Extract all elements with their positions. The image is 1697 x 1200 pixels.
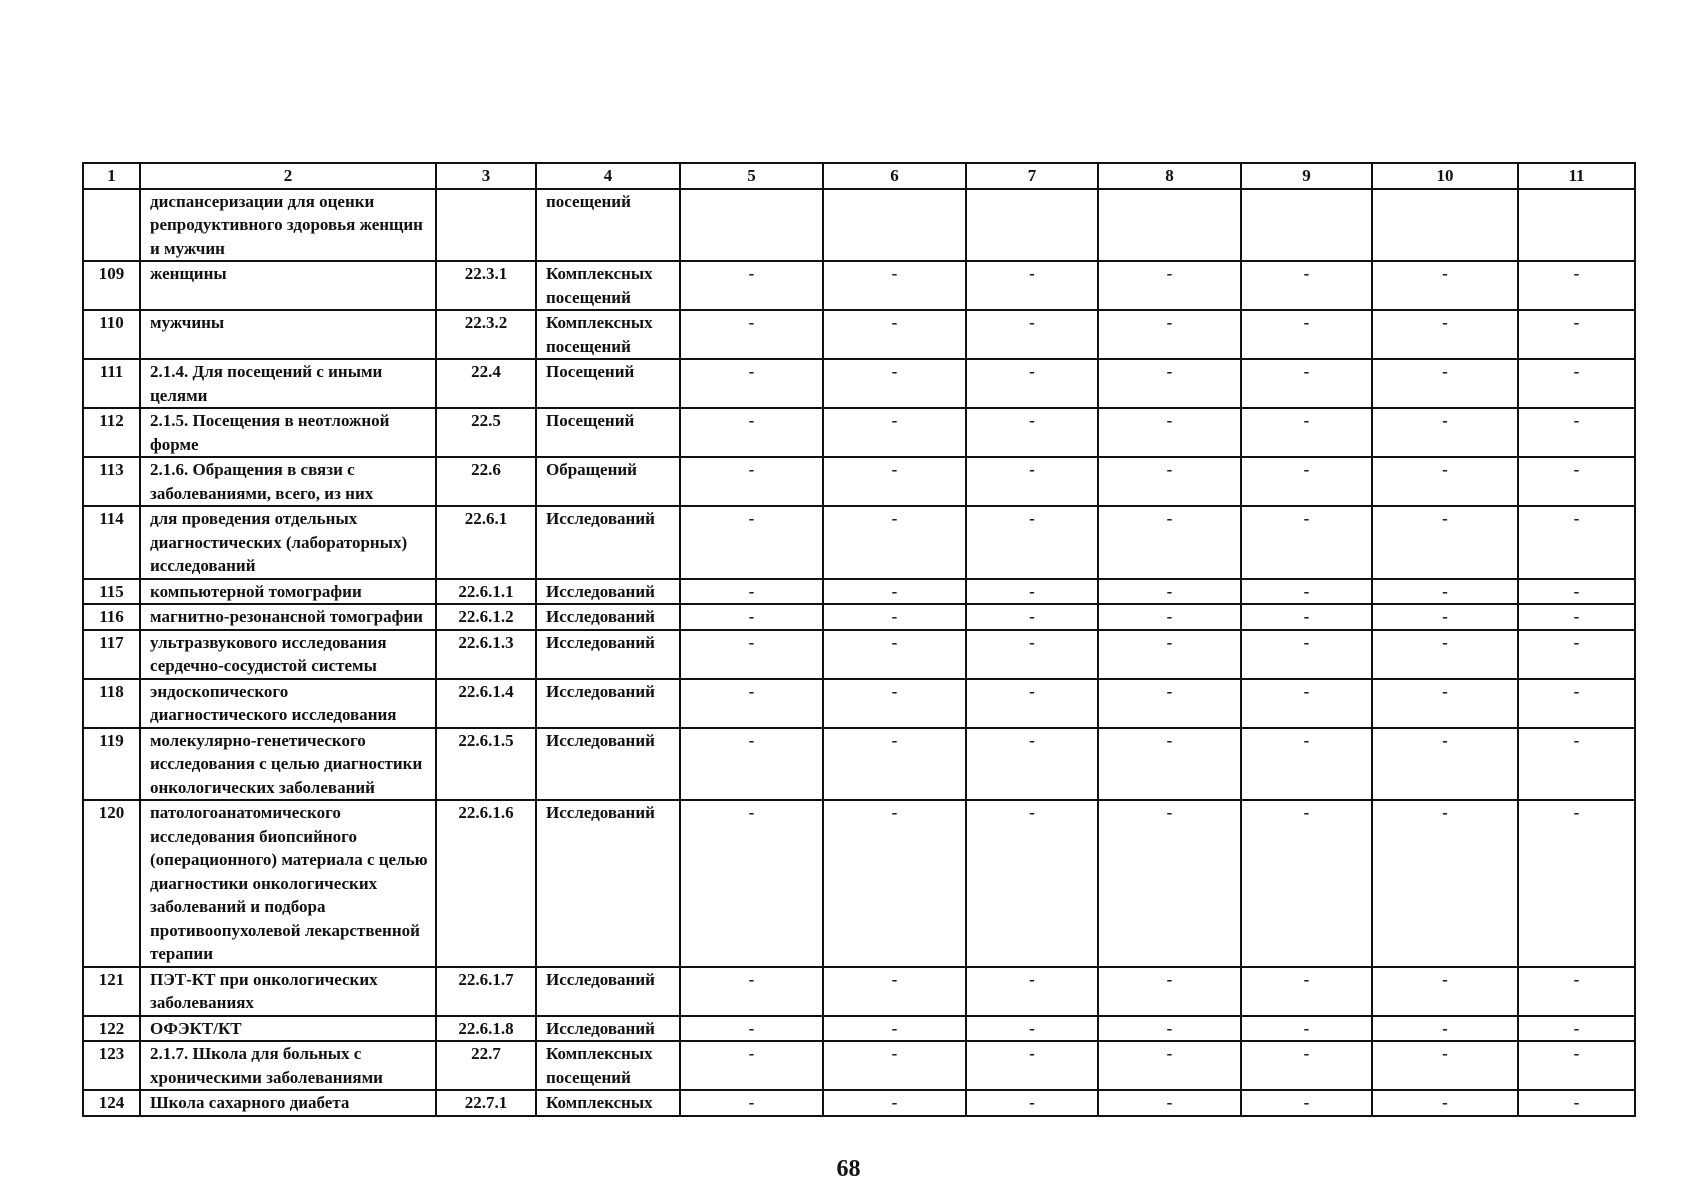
row-value-col-10: - — [1372, 457, 1518, 506]
row-value-col-8: - — [1098, 310, 1241, 359]
column-header-9: 9 — [1241, 163, 1372, 189]
column-header-7: 7 — [966, 163, 1098, 189]
row-value-col-8: - — [1098, 457, 1241, 506]
row-value-col-5: - — [680, 800, 823, 967]
row-code: 22.6.1 — [436, 506, 536, 579]
row-value-col-10: - — [1372, 800, 1518, 967]
row-value-col-10: - — [1372, 579, 1518, 605]
row-code: 22.6.1.2 — [436, 604, 536, 630]
row-value-col-8: - — [1098, 261, 1241, 310]
row-code: 22.6.1.5 — [436, 728, 536, 801]
row-value-col-11: - — [1518, 506, 1635, 579]
row-name: 2.1.4. Для посещений с иными целями — [140, 359, 436, 408]
row-value-col-6: - — [823, 604, 966, 630]
row-code: 22.6.1.3 — [436, 630, 536, 679]
row-value-col-7: - — [966, 728, 1098, 801]
row-value-col-7: - — [966, 604, 1098, 630]
row-value-col-5: - — [680, 310, 823, 359]
row-value-col-10: - — [1372, 310, 1518, 359]
row-value-col-7: - — [966, 1041, 1098, 1090]
row-value-col-9: - — [1241, 408, 1372, 457]
row-value-col-6: - — [823, 579, 966, 605]
row-unit: Исследований — [536, 800, 680, 967]
row-value-col-7: - — [966, 967, 1098, 1016]
row-value-col-6: - — [823, 800, 966, 967]
table-row — [83, 457, 1635, 506]
row-value-col-9: - — [1241, 1016, 1372, 1042]
table-row — [83, 189, 1635, 262]
row-number: 123 — [83, 1041, 140, 1090]
row-value-col-5: - — [680, 579, 823, 605]
row-value-col-9: - — [1241, 800, 1372, 967]
row-value-col-7: - — [966, 310, 1098, 359]
row-value-col-9: - — [1241, 359, 1372, 408]
row-value-col-9: - — [1241, 728, 1372, 801]
row-name: ПЭТ-КТ при онкологических заболеваниях — [140, 967, 436, 1016]
table-row — [83, 967, 1635, 1016]
table-row — [83, 728, 1635, 801]
row-value-col-8: - — [1098, 1016, 1241, 1042]
row-name: молекулярно-генетического исследования с целью диагностики онкологических заболеваний — [140, 728, 436, 801]
row-value-col-11: - — [1518, 1041, 1635, 1090]
row-value-col-11: - — [1518, 679, 1635, 728]
row-value-col-6: - — [823, 359, 966, 408]
row-value-col-5: - — [680, 408, 823, 457]
row-code: 22.3.2 — [436, 310, 536, 359]
row-number: 111 — [83, 359, 140, 408]
row-value-col-7: - — [966, 457, 1098, 506]
row-value-col-6: - — [823, 457, 966, 506]
row-value-col-11: - — [1518, 604, 1635, 630]
column-header-8: 8 — [1098, 163, 1241, 189]
table-row — [83, 1090, 1635, 1116]
row-value-col-6: - — [823, 408, 966, 457]
row-number: 118 — [83, 679, 140, 728]
row-value-col-9: - — [1241, 630, 1372, 679]
row-value-col-8: - — [1098, 1090, 1241, 1116]
row-value-col-9: - — [1241, 506, 1372, 579]
row-unit: Посещений — [536, 359, 680, 408]
row-code: 22.6.1.6 — [436, 800, 536, 967]
row-code: 22.6.1.1 — [436, 579, 536, 605]
row-name: компьютерной томографии — [140, 579, 436, 605]
row-value-col-9: - — [1241, 261, 1372, 310]
table-row — [83, 408, 1635, 457]
row-value-col-9: - — [1241, 679, 1372, 728]
table-row — [83, 679, 1635, 728]
table-row — [83, 1016, 1635, 1042]
column-header-10: 10 — [1372, 163, 1518, 189]
row-value-col-8: - — [1098, 579, 1241, 605]
row-unit: Исследований — [536, 728, 680, 801]
table-row — [83, 630, 1635, 679]
row-value-col-11: - — [1518, 1090, 1635, 1116]
row-value-col-7: - — [966, 630, 1098, 679]
row-value-col-8: - — [1098, 1041, 1241, 1090]
column-header-5: 5 — [680, 163, 823, 189]
table-body — [83, 189, 1635, 1116]
row-value-col-7: - — [966, 1016, 1098, 1042]
row-number: 115 — [83, 579, 140, 605]
row-value-col-5 — [680, 189, 823, 262]
row-value-col-7: - — [966, 359, 1098, 408]
row-value-col-11: - — [1518, 408, 1635, 457]
row-name: ОФЭКТ/КТ — [140, 1016, 436, 1042]
row-number: 110 — [83, 310, 140, 359]
row-value-col-6: - — [823, 1090, 966, 1116]
column-header-4: 4 — [536, 163, 680, 189]
row-name: Школа сахарного диабета — [140, 1090, 436, 1116]
row-value-col-5: - — [680, 967, 823, 1016]
row-value-col-7: - — [966, 506, 1098, 579]
column-header-6: 6 — [823, 163, 966, 189]
row-value-col-8: - — [1098, 506, 1241, 579]
row-name: магнитно-резонансной томографии — [140, 604, 436, 630]
row-value-col-10: - — [1372, 630, 1518, 679]
row-value-col-11: - — [1518, 1016, 1635, 1042]
row-value-col-7: - — [966, 408, 1098, 457]
row-value-col-8 — [1098, 189, 1241, 262]
row-value-col-5: - — [680, 728, 823, 801]
row-number: 114 — [83, 506, 140, 579]
row-name: 2.1.7. Школа для больных с хроническими заболеваниями — [140, 1041, 436, 1090]
row-name: женщины — [140, 261, 436, 310]
row-value-col-10: - — [1372, 728, 1518, 801]
row-value-col-11: - — [1518, 310, 1635, 359]
row-value-col-6: - — [823, 967, 966, 1016]
row-name: диспансеризации для оценки репродуктивного здоровья женщин и мужчин — [140, 189, 436, 262]
row-number — [83, 189, 140, 262]
table-row — [83, 800, 1635, 967]
row-value-col-8: - — [1098, 630, 1241, 679]
column-header-1: 1 — [83, 163, 140, 189]
row-unit: Комплексных посещений — [536, 261, 680, 310]
row-number: 117 — [83, 630, 140, 679]
row-unit: Комплексных посещений — [536, 310, 680, 359]
row-value-col-8: - — [1098, 967, 1241, 1016]
row-value-col-6: - — [823, 506, 966, 579]
row-value-col-10 — [1372, 189, 1518, 262]
row-value-col-10: - — [1372, 1090, 1518, 1116]
row-unit: Обращений — [536, 457, 680, 506]
column-header-2: 2 — [140, 163, 436, 189]
row-number: 116 — [83, 604, 140, 630]
row-value-col-11: - — [1518, 800, 1635, 967]
row-value-col-11 — [1518, 189, 1635, 262]
row-value-col-11: - — [1518, 967, 1635, 1016]
row-value-col-10: - — [1372, 1016, 1518, 1042]
row-value-col-9: - — [1241, 579, 1372, 605]
row-value-col-7: - — [966, 1090, 1098, 1116]
row-value-col-8: - — [1098, 604, 1241, 630]
row-number: 121 — [83, 967, 140, 1016]
row-unit: Исследований — [536, 967, 680, 1016]
page-number: 68 — [836, 1156, 861, 1182]
row-value-col-11: - — [1518, 359, 1635, 408]
row-value-col-5: - — [680, 604, 823, 630]
row-name: эндоскопического диагностического исследования — [140, 679, 436, 728]
row-value-col-6: - — [823, 679, 966, 728]
row-code: 22.6.1.8 — [436, 1016, 536, 1042]
row-unit: Исследований — [536, 579, 680, 605]
row-value-col-9: - — [1241, 1090, 1372, 1116]
row-value-col-6: - — [823, 310, 966, 359]
row-name: для проведения отдельных диагностических (лабораторных) исследований — [140, 506, 436, 579]
row-code: 22.7.1 — [436, 1090, 536, 1116]
row-value-col-8: - — [1098, 679, 1241, 728]
row-value-col-8: - — [1098, 800, 1241, 967]
row-number: 119 — [83, 728, 140, 801]
row-unit: Исследований — [536, 630, 680, 679]
table-row — [83, 1041, 1635, 1090]
row-value-col-10: - — [1372, 261, 1518, 310]
row-value-col-11: - — [1518, 457, 1635, 506]
row-unit: посещений — [536, 189, 680, 262]
column-header-3: 3 — [436, 163, 536, 189]
row-value-col-9: - — [1241, 310, 1372, 359]
row-number: 124 — [83, 1090, 140, 1116]
row-value-col-7: - — [966, 800, 1098, 967]
row-value-col-10: - — [1372, 408, 1518, 457]
row-value-col-5: - — [680, 457, 823, 506]
row-value-col-9: - — [1241, 967, 1372, 1016]
table-row — [83, 261, 1635, 310]
row-value-col-6: - — [823, 1016, 966, 1042]
row-value-col-9: - — [1241, 1041, 1372, 1090]
row-name: мужчины — [140, 310, 436, 359]
row-value-col-11: - — [1518, 261, 1635, 310]
row-number: 109 — [83, 261, 140, 310]
table-header-row — [83, 163, 1635, 189]
row-value-col-10: - — [1372, 967, 1518, 1016]
row-name: 2.1.6. Обращения в связи с заболеваниями, всего, из них — [140, 457, 436, 506]
row-value-col-6: - — [823, 728, 966, 801]
row-value-col-7 — [966, 189, 1098, 262]
table-row — [83, 506, 1635, 579]
row-value-col-6: - — [823, 261, 966, 310]
row-code: 22.3.1 — [436, 261, 536, 310]
row-value-col-7: - — [966, 679, 1098, 728]
row-value-col-11: - — [1518, 579, 1635, 605]
row-value-col-5: - — [680, 1090, 823, 1116]
row-name: ультразвукового исследования сердечно-сосудистой системы — [140, 630, 436, 679]
table-row — [83, 310, 1635, 359]
row-value-col-5: - — [680, 261, 823, 310]
row-code: 22.6 — [436, 457, 536, 506]
row-value-col-5: - — [680, 1016, 823, 1042]
row-name: патологоанатомического исследования биопсийного (операционного) материала с целью диагностики онкологических заболеваний и подбора противоопухолевой лекарственной терапии — [140, 800, 436, 967]
table-row — [83, 359, 1635, 408]
row-value-col-11: - — [1518, 630, 1635, 679]
row-unit: Исследований — [536, 679, 680, 728]
row-number: 122 — [83, 1016, 140, 1042]
row-value-col-6: - — [823, 630, 966, 679]
row-value-col-10: - — [1372, 1041, 1518, 1090]
row-value-col-5: - — [680, 1041, 823, 1090]
row-value-col-8: - — [1098, 408, 1241, 457]
row-value-col-11: - — [1518, 728, 1635, 801]
row-code: 22.6.1.4 — [436, 679, 536, 728]
row-unit: Исследований — [536, 506, 680, 579]
row-unit: Исследований — [536, 604, 680, 630]
row-value-col-10: - — [1372, 506, 1518, 579]
data-table — [82, 162, 1636, 1117]
row-code: 22.5 — [436, 408, 536, 457]
row-number: 113 — [83, 457, 140, 506]
row-code: 22.6.1.7 — [436, 967, 536, 1016]
row-unit: Комплексных — [536, 1090, 680, 1116]
row-value-col-6: - — [823, 1041, 966, 1090]
row-value-col-7: - — [966, 261, 1098, 310]
row-value-col-9: - — [1241, 457, 1372, 506]
row-value-col-8: - — [1098, 359, 1241, 408]
table-row — [83, 579, 1635, 605]
row-code: 22.4 — [436, 359, 536, 408]
row-value-col-6 — [823, 189, 966, 262]
row-value-col-5: - — [680, 359, 823, 408]
table-row — [83, 604, 1635, 630]
row-unit: Комплексных посещений — [536, 1041, 680, 1090]
column-header-11: 11 — [1518, 163, 1635, 189]
row-value-col-9: - — [1241, 604, 1372, 630]
row-value-col-10: - — [1372, 359, 1518, 408]
row-unit: Посещений — [536, 408, 680, 457]
row-value-col-5: - — [680, 630, 823, 679]
row-number: 112 — [83, 408, 140, 457]
row-unit: Исследований — [536, 1016, 680, 1042]
row-value-col-10: - — [1372, 604, 1518, 630]
row-value-col-9 — [1241, 189, 1372, 262]
row-code — [436, 189, 536, 262]
row-name: 2.1.5. Посещения в неотложной форме — [140, 408, 436, 457]
row-value-col-7: - — [966, 579, 1098, 605]
row-value-col-8: - — [1098, 728, 1241, 801]
row-code: 22.7 — [436, 1041, 536, 1090]
row-value-col-5: - — [680, 506, 823, 579]
row-number: 120 — [83, 800, 140, 967]
row-value-col-5: - — [680, 679, 823, 728]
row-value-col-10: - — [1372, 679, 1518, 728]
